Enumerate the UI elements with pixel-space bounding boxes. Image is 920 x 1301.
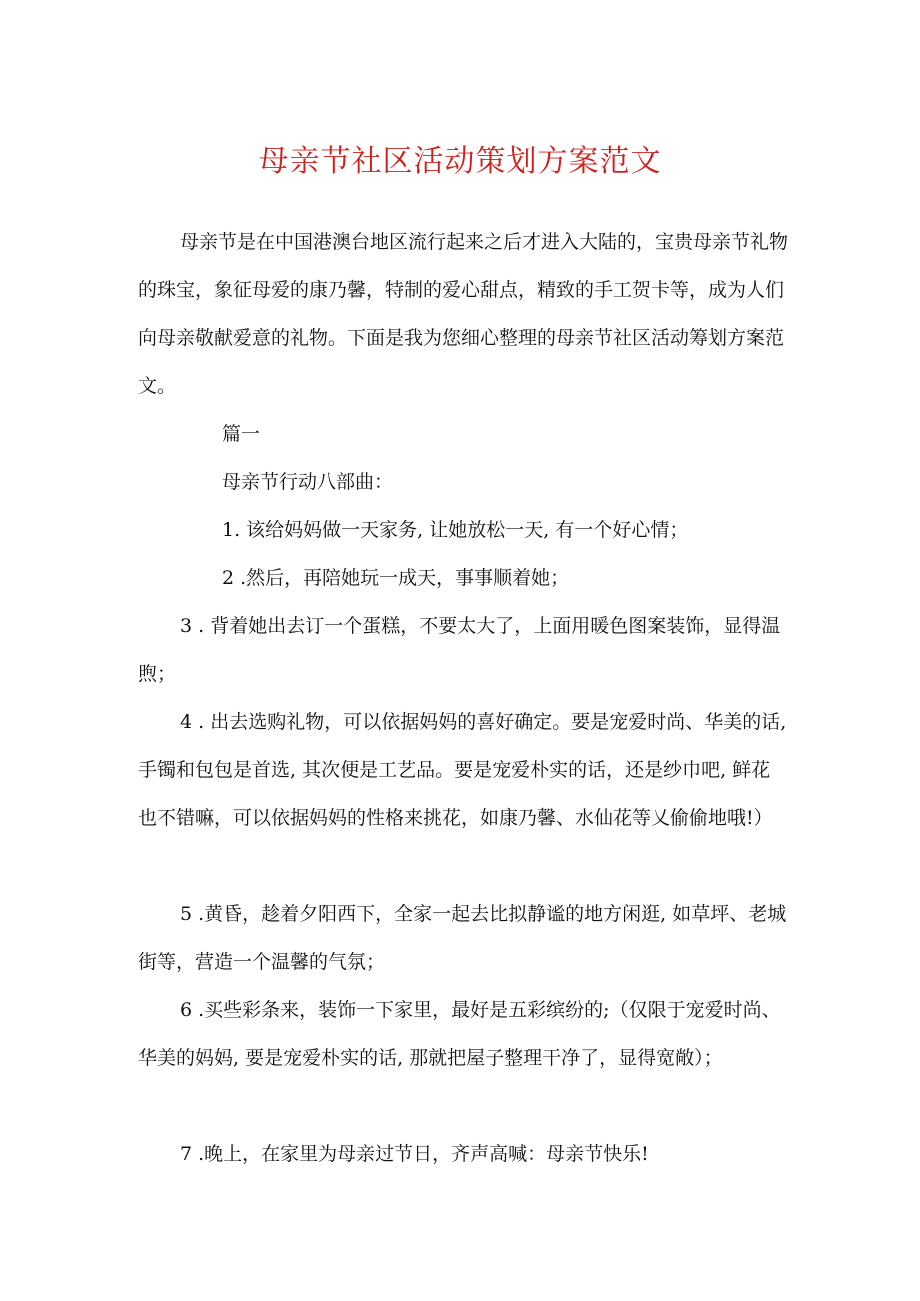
- list-item-6: 6 .买些彩条来，装饰一下家里，最好是五彩缤纷的;（仅限于宠爱时尚、华美的妈妈, 要是宠爱朴实的话, 那就把屋子整理干净了，显得宽敞）；: [138, 999, 781, 1069]
- intro-paragraph: 母亲节是在中国港澳台地区流行起来之后才进入大陆的，宝贵母亲节礼物的珠宝，象征母爱的康乃馨，特制的爱心甜点，精致的手工贺卡等，成为人们向母亲敬献爱意的礼物。下面是我为您细心整理的母亲节社区活动筹划方案范文。: [138, 231, 789, 397]
- section-label: 篇一: [222, 423, 261, 445]
- list-item-3: 3 . 背着她出去订一个蛋糕，不要太大了，上面用暖色图案装饰，显得温煦；: [138, 615, 781, 685]
- document-title: 母亲节社区活动策划方案范文: [258, 144, 662, 179]
- list-item-2: 2 .然后，再陪她玩一成天，事事顺着她；: [222, 567, 570, 589]
- list-item-1: 1. 该给妈妈做一天家务, 让她放松一天, 有一个好心情；: [222, 519, 689, 541]
- list-item-5: 5 .黄昏，趁着夕阳西下，全家一起去比拟静谧的地方闲逛, 如草坪、老城街等，营造一个温馨的气氛；: [138, 903, 787, 973]
- list-item-4: 4 . 出去选购礼物，可以依据妈妈的喜好确定。要是宠爱时尚、华美的话, 手镯和包包是首选, 其次便是工艺品。要是宠爱朴实的话，还是纱巾吧, 鲜花也不错嘛，可以依据妈妈的性格来挑花，如康乃馨、水仙花等乂偷偷地哦!）: [138, 711, 787, 829]
- steps-heading: 母亲节行动八部曲：: [222, 471, 394, 493]
- list-item-7: 7 .晚上，在家里为母亲过节日，齐声高喊：母亲节快乐!: [180, 1143, 649, 1165]
